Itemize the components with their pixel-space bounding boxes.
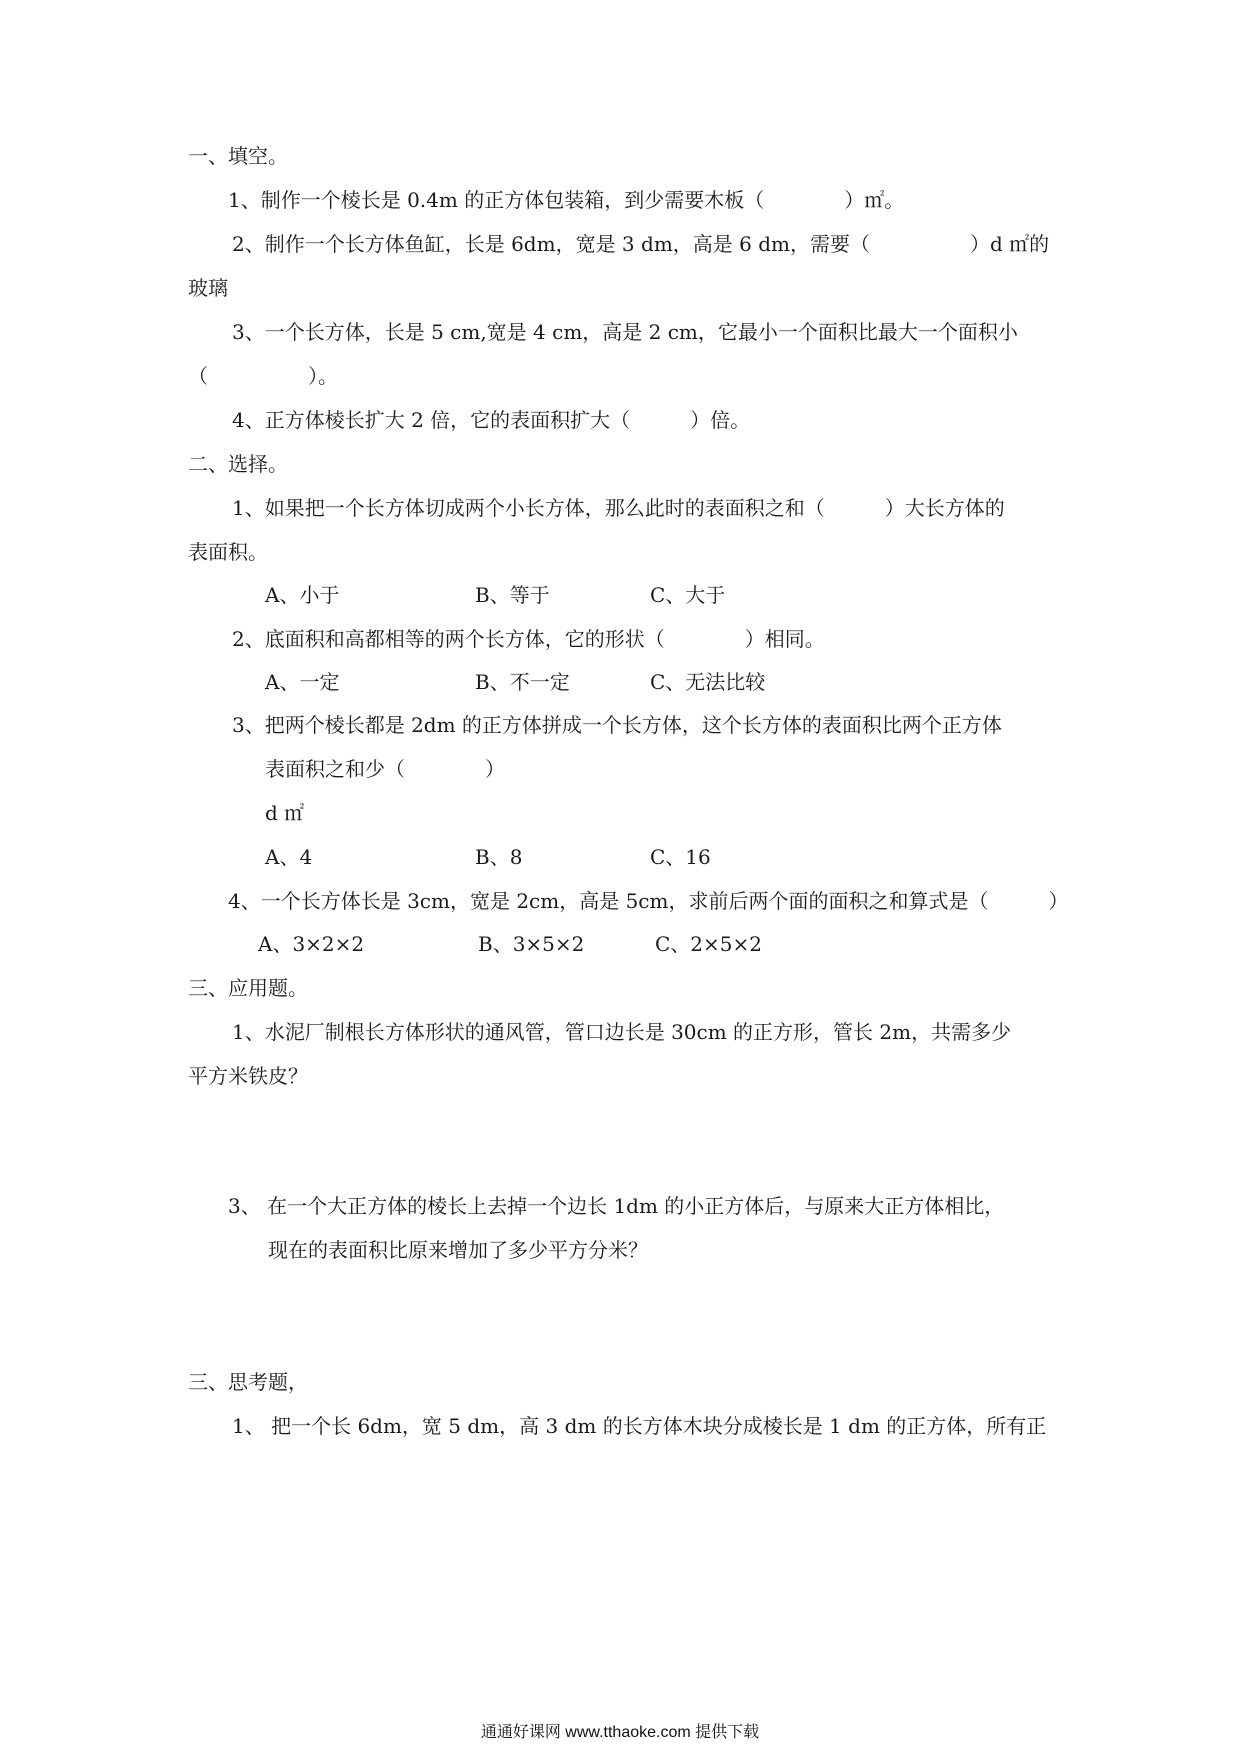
choice-question-3-line-1: 3、把两个棱长都是 2dm 的正方体拼成一个长方体，这个长方体的表面积比两个正方体 bbox=[232, 713, 1002, 737]
application-question-1-line-1: 1、水泥厂制根长方体形状的通风管，管口边长是 30cm 的正方形，管长 2m，共需多少 bbox=[232, 1020, 1012, 1044]
choice-1-option-c: C、大于 bbox=[650, 583, 726, 607]
choice-question-1-line-2: 表面积。 bbox=[188, 540, 268, 564]
application-question-3-line-2: 现在的表面积比原来增加了多少平方分米？ bbox=[268, 1238, 648, 1262]
choice-3-option-a: A、4 bbox=[265, 845, 313, 869]
fill-question-3-line-1: 3、一个长方体，长是 5 cm,宽是 4 cm，高是 2 cm，它最小一个面积比最大一个面积小 bbox=[232, 320, 1018, 344]
fill-question-4: 4、正方体棱长扩大 2 倍，它的表面积扩大（ ）倍。 bbox=[232, 408, 751, 432]
choice-1-option-b: B、等于 bbox=[475, 583, 550, 607]
choice-3-option-c: C、16 bbox=[650, 845, 711, 869]
choice-3-option-b: B、8 bbox=[475, 845, 523, 869]
fill-question-3-line-2: （ ）。 bbox=[188, 364, 338, 388]
choice-question-2: 2、底面积和高都相等的两个长方体，它的形状（ ）相同。 bbox=[232, 627, 825, 651]
choice-question-1-line-1: 1、如果把一个长方体切成两个小长方体，那么此时的表面积之和（ ）大长方体的 bbox=[232, 496, 1005, 520]
section-3-title: 三、应用题。 bbox=[188, 976, 308, 1000]
application-question-3-line-1: 3、 在一个大正方体的棱长上去掉一个边长 1dm 的小正方体后，与原来大正方体相比， bbox=[228, 1194, 1005, 1218]
choice-4-option-a: A、3×2×2 bbox=[258, 932, 365, 956]
page-footer: 通通好课网 www.tthaoke.com 提供下载 bbox=[480, 1724, 760, 1741]
fill-question-1: 1、制作一个棱长是 0.4m 的正方体包装箱，到少需要木板（ ）㎡。 bbox=[228, 188, 905, 212]
section-4-title: 三、思考题， bbox=[188, 1370, 308, 1394]
choice-question-4: 4、一个长方体长是 3cm，宽是 2cm，高是 5cm，求前后两个面的面积之和算式是（ ） bbox=[228, 889, 1069, 913]
choice-1-option-a: A、小于 bbox=[265, 583, 340, 607]
choice-question-3-unit: d ㎡ bbox=[265, 801, 305, 825]
choice-2-option-b: B、不一定 bbox=[475, 670, 570, 694]
application-question-1-line-2: 平方米铁皮？ bbox=[188, 1064, 308, 1088]
choice-question-3-line-2: 表面积之和少（ ） bbox=[265, 757, 505, 781]
choice-2-option-a: A、一定 bbox=[265, 670, 340, 694]
thinking-question-1: 1、 把一个长 6dm，宽 5 dm，高 3 dm 的长方体木块分成棱长是 1 dm 的正方体，所有正 bbox=[232, 1414, 1047, 1438]
fill-question-2-line-2: 玻璃 bbox=[188, 276, 228, 300]
fill-question-2-line-1: 2、制作一个长方体鱼缸，长是 6dm，宽是 3 dm，高是 6 dm，需要（ ）d ㎡的 bbox=[232, 232, 1050, 256]
choice-4-option-b: B、3×5×2 bbox=[478, 932, 585, 956]
section-2-title: 二、选择。 bbox=[188, 452, 288, 476]
choice-2-option-c: C、无法比较 bbox=[650, 670, 766, 694]
section-1-title: 一、填空。 bbox=[188, 144, 288, 168]
choice-4-option-c: C、2×5×2 bbox=[655, 932, 762, 956]
